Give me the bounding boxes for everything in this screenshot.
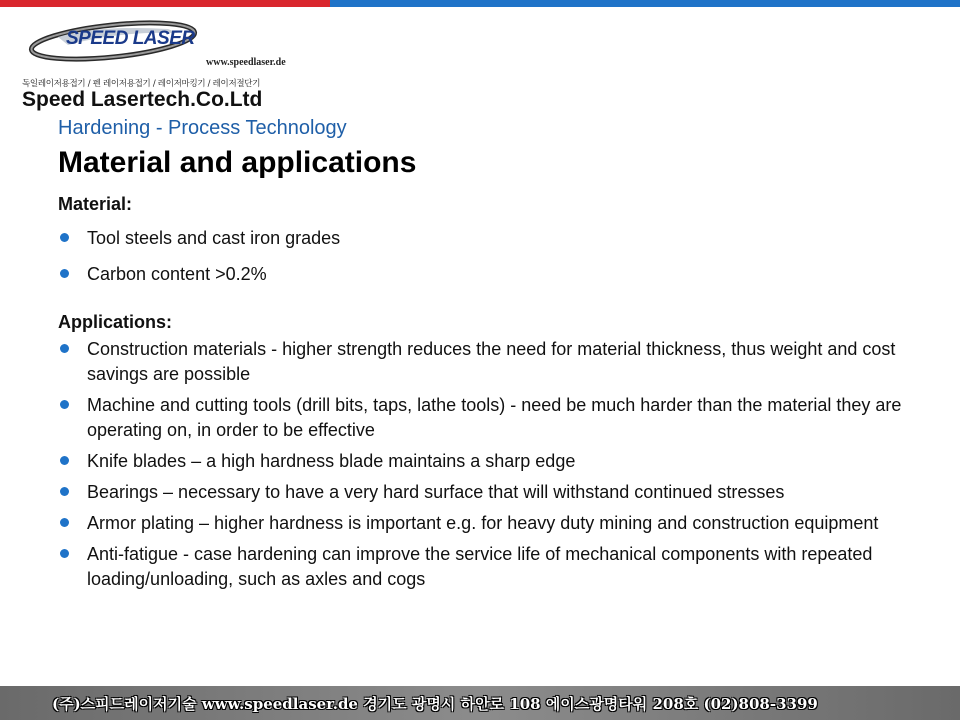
list-item-text: Tool steels and cast iron grades: [87, 228, 341, 248]
material-heading: Material:: [58, 194, 133, 214]
bullet-icon: [60, 269, 69, 278]
logo-brand-name: SPEED LASER: [66, 28, 195, 49]
list-item: [58, 511, 908, 536]
list-item: [58, 393, 908, 443]
slide-title: Material and applications: [58, 146, 417, 179]
list-item-text: Carbon content >0.2%: [87, 264, 267, 284]
applications-list: [58, 337, 908, 592]
top-bar-red: [0, 0, 330, 7]
list-item-text: Machine and cutting tools (drill bits, taps, lathe tools) - need be much harder than the material they are operating on, in order to be effective: [87, 395, 902, 440]
bullet-icon: [60, 549, 69, 558]
list-item: [58, 337, 908, 387]
top-bar-blue: [330, 0, 960, 7]
footer-contact-text: (주)스피드레이저기술 www.speedlaser.de 경기도 광명시 하안로 108 에이스광명타워 208호 (02)808-3399: [52, 694, 818, 713]
bullet-icon: [60, 400, 69, 409]
logo-company-name: Speed Lasertech.Co.Ltd: [22, 88, 263, 111]
list-item-text: Construction materials - higher strength reduces the need for material thickness, thus weight and cost savings are possible: [87, 339, 896, 384]
list-item-text: Anti-fatigue - case hardening can improve the service life of mechanical components with repeated loading/unloading, such as axles and cogs: [87, 544, 873, 589]
list-item: [58, 480, 908, 505]
bullet-icon: [60, 344, 69, 353]
slide-content: [58, 193, 908, 592]
logo-url: www.speedlaser.de: [206, 57, 286, 68]
list-item: [58, 262, 908, 287]
bullet-icon: [60, 518, 69, 527]
bullet-icon: [60, 456, 69, 465]
list-item-text: Bearings – necessary to have a very hard surface that will withstand continued stresses: [87, 482, 785, 502]
list-item: [58, 226, 908, 251]
list-item-text: Armor plating – higher hardness is important e.g. for heavy duty mining and construction equipment: [87, 513, 879, 533]
slide-subtitle: Hardening - Process Technology: [58, 117, 347, 139]
footer-bar: [0, 686, 960, 720]
logo-tagline: 독일레이저용접기 / 펜 레이저용접기 / 레이저마킹기 / 레이저절단기: [22, 79, 261, 89]
applications-heading: Applications:: [58, 312, 173, 332]
bullet-icon: [60, 233, 69, 242]
list-item: [58, 542, 908, 592]
list-item-text: Knife blades – a high hardness blade maintains a sharp edge: [87, 451, 576, 471]
top-color-bar: [0, 0, 960, 7]
material-list: [58, 226, 908, 287]
company-logo: [0, 7, 337, 113]
bullet-icon: [60, 487, 69, 496]
list-item: [58, 449, 908, 474]
